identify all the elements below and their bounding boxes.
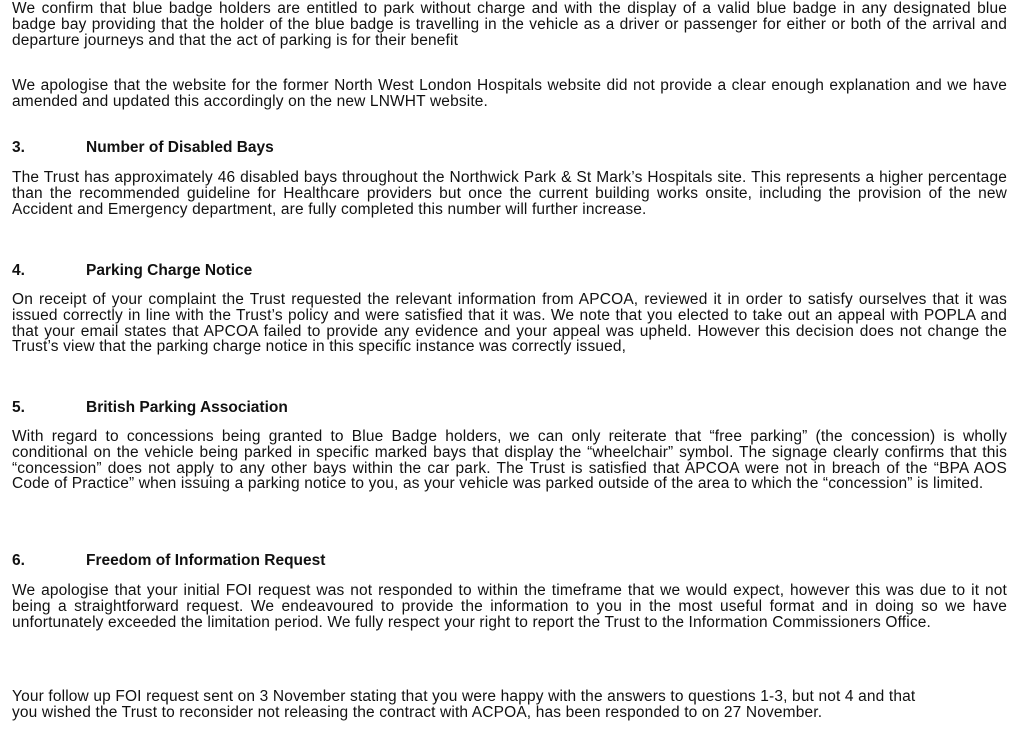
section-number: 4. — [12, 262, 25, 279]
section-title: Parking Charge Notice — [86, 262, 253, 279]
paragraph-foi-follow-up: Your follow up FOI request sent on 3 November stating that you were happy with the answers to questions 1-3, but not 4 and that you wished the Trust to reconsider not releasing the contract with ACPOA, has been responded to on 27 November. — [12, 688, 916, 721]
section-body-4: On receipt of your complaint the Trust requested the relevant information from APCOA, reviewed it in order to satisfy ourselves that it was issued correctly in line with the Trust’s policy and were satisfied that it was. We note that you elected to take out an appeal with POPLA and that your email states that APCOA failed to provide any evidence and your appeal was upheld. However this decision does not change the Trust’s view that the parking charge notice in this specific instance was correctly issued, — [12, 291, 1007, 356]
section-number: 3. — [12, 139, 25, 156]
section-body-5: With regard to concessions being granted to Blue Badge holders, we can only reiterate that “free parking” (the concession) is wholly conditional on the vehicle being parked in specific marked bays that display the “wheelchair” symbol. The signage clearly confirms that this “concession” does not apply to any other bays within the car park. The Trust is satisfied that APCOA were not in breach of the “BPA AOS Code of Practice” when issuing a parking notice to you, as your vehicle was parked outside of the area to which the “concession” is limited. — [12, 428, 1007, 493]
section-heading-4 — [12, 263, 252, 279]
section-heading-5 — [12, 400, 288, 416]
section-heading-6 — [12, 553, 325, 569]
section-body-3: The Trust has approximately 46 disabled bays throughout the Northwick Park & St Mark’s Hospitals site. This represents a higher percentage than the recommended guideline for Healthcare providers but once the current building works onsite, including the provision of the new Accident and Emergency department, are fully completed this number will further increase. — [12, 169, 1007, 218]
section-heading-3 — [12, 140, 274, 156]
section-title: Number of Disabled Bays — [86, 139, 274, 156]
paragraph-blue-badge-entitlement: We confirm that blue badge holders are entitled to park without charge and with the display of a valid blue badge in any designated blue badge bay providing that the holder of the blue badge is travelling in the vehicle as a driver or passenger for either or both of the arrival and departure journeys and that the act of parking is for their benefit — [12, 0, 1007, 49]
section-number: 5. — [12, 399, 25, 416]
section-title: Freedom of Information Request — [86, 552, 326, 569]
paragraph-website-apology: We apologise that the website for the former North West London Hospitals website did not provide a clear enough explanation and we have amended and updated this accordingly on the new LNWHT website. — [12, 77, 1007, 110]
section-title: British Parking Association — [86, 399, 288, 416]
section-number: 6. — [12, 552, 25, 569]
section-body-6: We apologise that your initial FOI request was not responded to within the timeframe that we would expect, however this was due to it not being a straightforward request. We endeavoured to provide the information to you in the most useful format and in doing so we have unfortunately exceeded the limitation period. We fully respect your right to report the Trust to the Information Commissioners Office. — [12, 582, 1007, 631]
